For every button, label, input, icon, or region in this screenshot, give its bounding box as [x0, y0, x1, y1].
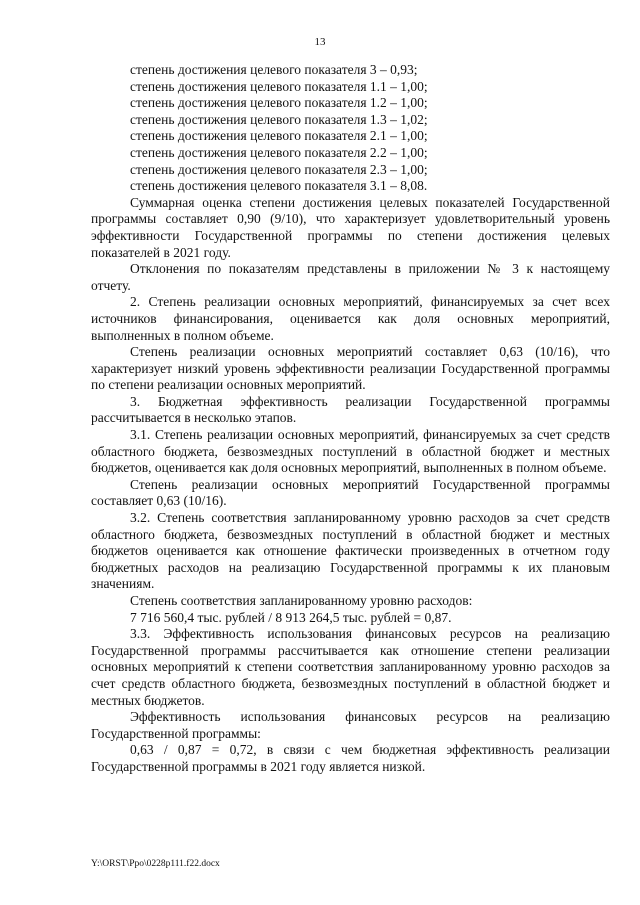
document-body — [91, 62, 610, 776]
paragraph-section-3-3: 3.3. Эффективность использования финансовых ресурсов на реализацию Государственной программы рассчитывается как отношение степени реализации основных мероприятий к степени соответствия запланированному уровню расходов за счет средств областного бюджета, безвозмездных поступлений в областной бюджет и местных бюджетов. — [91, 626, 610, 708]
paragraph-efficiency-result: 0,63 / 0,87 = 0,72, в связи с чем бюджетная эффективность реализации Государственной программы в 2021 году является низкой. — [91, 742, 610, 774]
indicator-line: степень достижения целевого показателя 2.1 – 1,00; — [130, 128, 428, 144]
indicator-line: степень достижения целевого показателя 1.1 – 1,00; — [130, 78, 428, 94]
indicator-line: степень достижения целевого показателя 1.3 – 1,02; — [130, 111, 428, 127]
paragraph-section-3: 3. Бюджетная эффективность реализации Государственной программы рассчитывается в несколько этапов. — [91, 393, 610, 426]
indicator-line: степень достижения целевого показателя 2.2 – 1,00; — [130, 144, 428, 160]
paragraph-implementation-degree: Степень реализации основных мероприятий составляет 0,63 (10/16), что характеризует низкий уровень эффективности реализации Государственной программы по степени реализации основных мероприятий. — [91, 344, 610, 393]
paragraph-deviations: Отклонения по показателям представлены в приложении № 3 к настоящему отчету. — [91, 261, 610, 293]
paragraph-efficiency-label: Эффективность использования финансовых ресурсов на реализацию Государственной программы: — [91, 709, 610, 741]
paragraph-section-3-2: 3.2. Степень соответствия запланированному уровню расходов за счет средств областного бюджета, безвозмездных поступлений в областной бюджет и местных бюджетов оценивается как отношение фактически произведенных в отчетном году бюджетных расходов на реализацию Государственной программы к их плановым значениям. — [91, 510, 610, 592]
indicator-line: степень достижения целевого показателя 1.2 – 1,00; — [130, 95, 428, 111]
paragraph-section-3-1: 3.1. Степень реализации основных мероприятий, финансируемых за счет средств областного бюджета, безвозмездных поступлений в областной бюджет и местных бюджетов, оценивается как доля основных мероприятий, выполненных в полном объеме. — [91, 427, 610, 476]
file-path-footer: Y:\ORST\Ppo\0228p111.f22.docx — [91, 859, 220, 869]
formula-expense-compliance: 7 716 560,4 тыс. рублей / 8 913 264,5 тыс. рублей = 0,87. — [130, 609, 452, 625]
indicator-line: степень достижения целевого показателя 3.1 – 8,08. — [130, 178, 428, 194]
paragraph-summary-assessment: Суммарная оценка степени достижения целевых показателей Государственной программы составляет 0,90 (9/10), что характеризует удовлетворительный уровень эффективности Государственной программы по степени достижения целевых показателей в 2021 году. — [91, 194, 610, 260]
page-number: 13 — [314, 36, 326, 48]
paragraph-program-implementation: Степень реализации основных мероприятий Государственной программы составляет 0,63 (10/16). — [91, 476, 610, 509]
indicator-line: степень достижения целевого показателя 2.3 – 1,00; — [130, 161, 428, 177]
paragraph-section-2: 2. Степень реализации основных мероприятий, финансируемых за счет всех источников финансирования, оценивается как доля основных мероприятий, выполненных в полном объеме. — [91, 294, 610, 343]
paragraph-expense-compliance-label: Степень соответствия запланированному уровню расходов: — [130, 593, 473, 608]
indicator-line: степень достижения целевого показателя 3 – 0,93; — [130, 62, 418, 77]
